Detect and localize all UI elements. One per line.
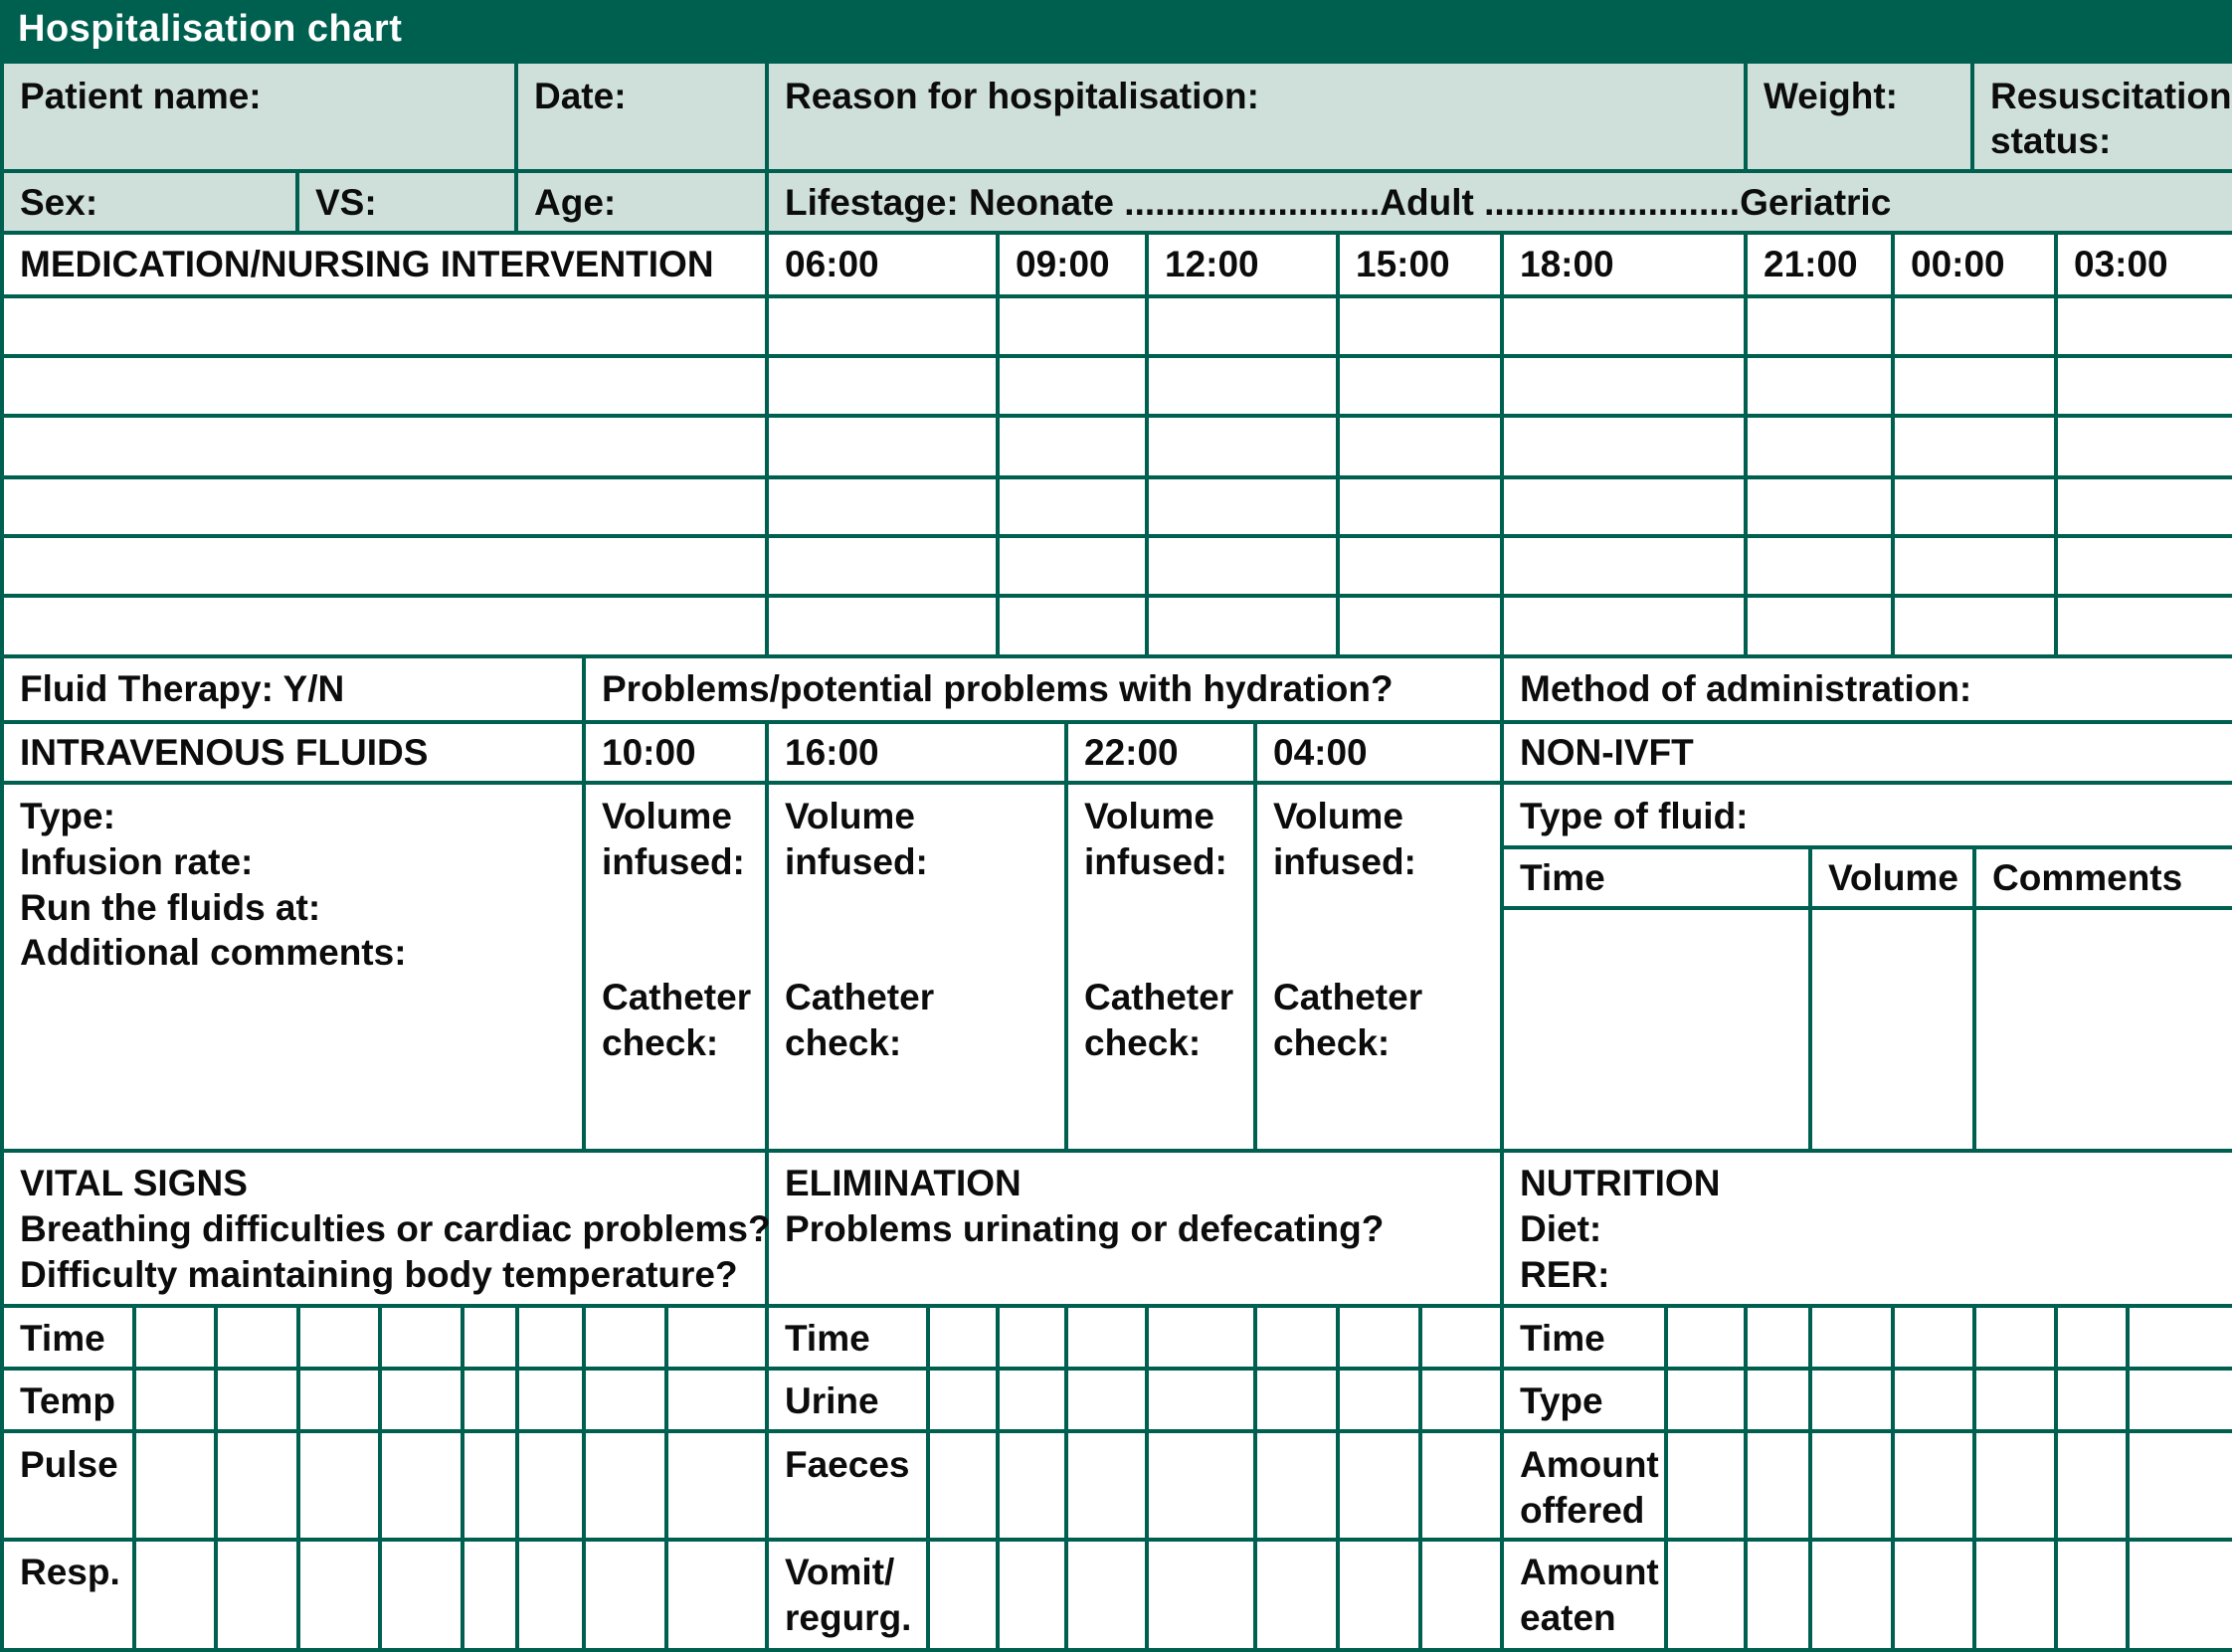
volume-infused-4: Volume: [1273, 796, 1403, 836]
med-time-2100: 21:00: [1764, 244, 1858, 284]
non-ivft-col-volume: Volume: [1828, 857, 1958, 898]
vital-signs-heading: VITAL SIGNS: [20, 1163, 248, 1203]
date-label: Date:: [534, 76, 627, 116]
med-time-0300: 03:00: [2074, 244, 2168, 284]
weight-label: Weight:: [1764, 76, 1898, 116]
nutr-row-time: Time: [1520, 1318, 1605, 1359]
nutr-row-eaten-1: Amount: [1520, 1552, 1659, 1592]
catheter-check-4: Catheter: [1273, 977, 1423, 1017]
volume-infused-1b: infused:: [602, 841, 745, 882]
resus-label-line1: Resuscitation: [1990, 76, 2232, 116]
non-ivft-col-comments: Comments: [1992, 857, 2183, 898]
catheter-check-2b: check:: [785, 1022, 902, 1063]
volume-infused-3b: infused:: [1084, 841, 1227, 882]
resus-label-line2: status:: [1990, 120, 2112, 161]
patient-name-label: Patient name:: [20, 76, 262, 116]
nutrition-heading: NUTRITION: [1520, 1163, 1721, 1203]
nutr-row-offered-1: Amount: [1520, 1444, 1659, 1485]
hydration-problems-label: Problems/potential problems with hydration?: [602, 668, 1394, 709]
med-time-1800: 18:00: [1520, 244, 1614, 284]
iv-time-1600: 16:00: [785, 732, 879, 773]
lifestage-label: Lifestage: Neonate .........................Adult .........................Geriatric: [785, 182, 1892, 223]
med-time-0600: 06:00: [785, 244, 879, 284]
vitals-row-resp: Resp.: [20, 1552, 120, 1592]
elim-row-vomit: Vomit/: [785, 1552, 895, 1592]
elim-row-urine: Urine: [785, 1380, 879, 1421]
volume-infused-3: Volume: [1084, 796, 1214, 836]
medication-heading: MEDICATION/NURSING INTERVENTION: [20, 244, 714, 284]
catheter-check-2: Catheter: [785, 977, 935, 1017]
iv-fluids-heading: INTRAVENOUS FLUIDS: [20, 732, 429, 773]
non-ivft-heading: NON-IVFT: [1520, 732, 1694, 773]
rer-label: RER:: [1520, 1254, 1610, 1295]
diet-label: Diet:: [1520, 1208, 1602, 1249]
additional-comments-label: Additional comments:: [20, 932, 407, 973]
volume-infused-4b: infused:: [1273, 841, 1416, 882]
non-ivft-col-time: Time: [1520, 857, 1605, 898]
med-time-1500: 15:00: [1356, 244, 1450, 284]
med-time-1200: 12:00: [1165, 244, 1259, 284]
volume-infused-2b: infused:: [785, 841, 928, 882]
vs-label: VS:: [315, 182, 377, 223]
nutr-row-eaten-2: eaten: [1520, 1597, 1616, 1638]
reason-label: Reason for hospitalisation:: [785, 76, 1259, 116]
vital-signs-line2: Difficulty maintaining body temperature?: [20, 1254, 738, 1295]
fluid-therapy-label: Fluid Therapy: Y/N: [20, 668, 345, 709]
vitals-row-pulse: Pulse: [20, 1444, 118, 1485]
infusion-rate-label: Infusion rate:: [20, 841, 254, 882]
nutr-row-type: Type: [1520, 1380, 1603, 1421]
sex-label: Sex:: [20, 182, 98, 223]
vital-signs-line1: Breathing difficulties or cardiac problems?: [20, 1208, 771, 1249]
catheter-check-3b: check:: [1084, 1022, 1202, 1063]
volume-infused-1: Volume: [602, 796, 732, 836]
type-of-fluid-label: Type of fluid:: [1520, 796, 1749, 836]
chart-title: Hospitalisation chart: [18, 8, 403, 50]
volume-infused-2: Volume: [785, 796, 915, 836]
catheter-check-4b: check:: [1273, 1022, 1391, 1063]
catheter-check-3: Catheter: [1084, 977, 1234, 1017]
med-time-0000: 00:00: [1911, 244, 2005, 284]
elim-row-faeces: Faeces: [785, 1444, 910, 1485]
iv-type-label: Type:: [20, 796, 115, 836]
catheter-check-1b: check:: [602, 1022, 719, 1063]
elimination-heading: ELIMINATION: [785, 1163, 1022, 1203]
vitals-row-time: Time: [20, 1318, 105, 1359]
vitals-row-temp: Temp: [20, 1380, 115, 1421]
iv-time-1000: 10:00: [602, 732, 696, 773]
iv-time-0400: 04:00: [1273, 732, 1368, 773]
elim-row-regurg: regurg.: [785, 1597, 912, 1638]
iv-time-2200: 22:00: [1084, 732, 1179, 773]
catheter-check-1: Catheter: [602, 977, 752, 1017]
elim-row-time: Time: [785, 1318, 870, 1359]
med-time-0900: 09:00: [1016, 244, 1110, 284]
run-fluids-label: Run the fluids at:: [20, 887, 321, 928]
elimination-line1: Problems urinating or defecating?: [785, 1208, 1385, 1249]
method-label: Method of administration:: [1520, 668, 1972, 709]
age-label: Age:: [534, 182, 617, 223]
nutr-row-offered-2: offered: [1520, 1490, 1645, 1531]
